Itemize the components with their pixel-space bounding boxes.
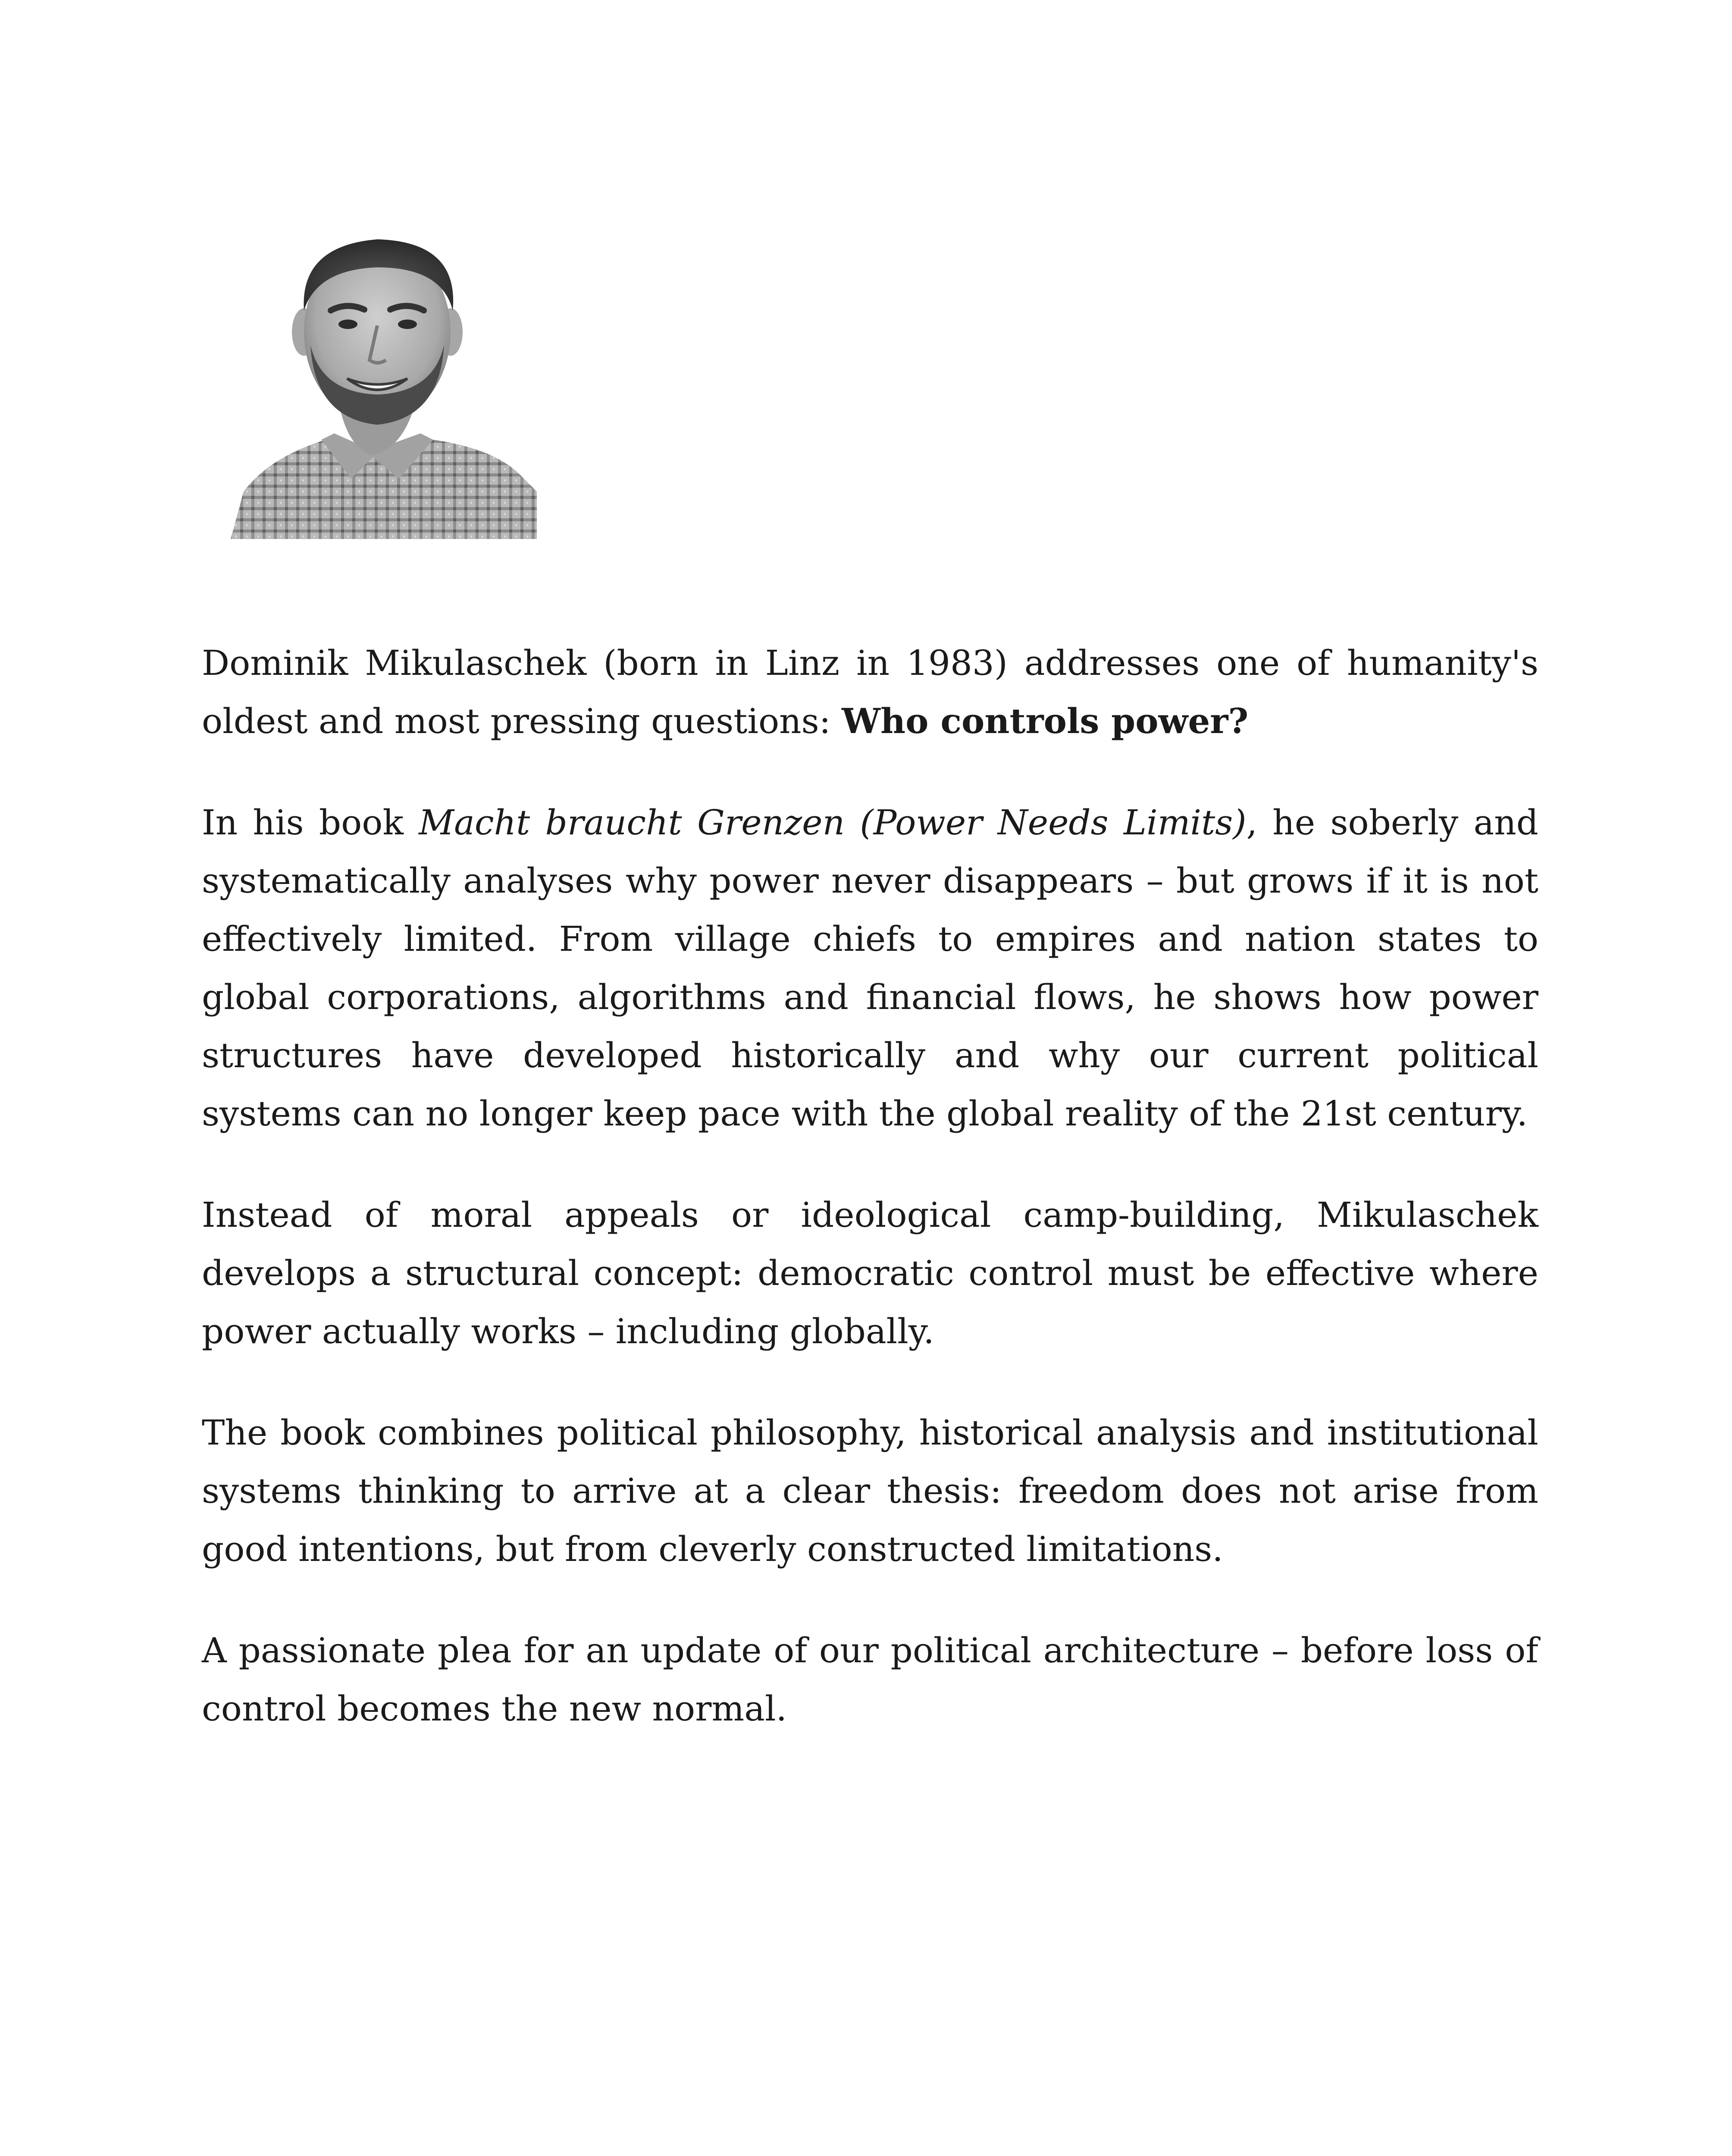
book-title: Macht braucht Grenzen (Power Needs Limits) xyxy=(419,802,1247,843)
author-bio xyxy=(202,634,1538,1738)
bio-paragraph-thesis: The book combines political philosophy, historical analysis and institutional systems thinking to arrive at a clear thesis: freedom does not arise from good intentions, but from cleverly constructed limitations. xyxy=(202,1413,1538,1569)
bio-paragraph-book: In his book Macht braucht Grenzen (Power Needs Limits), he soberly and systematically analyses why power never disappears – but grows if it is not effectively limited. From village chiefs to empires and nation states to global corporations, algorithms and financial flows, he shows how power structures have developed historically and why our current political systems can no longer keep pace with the global reality of the 21st century. xyxy=(202,802,1538,1134)
author-portrait xyxy=(218,216,537,539)
bio-paragraph-intro: Dominik Mikulaschek (born in Linz in 1983) addresses one of humanity's oldest and most pressing questions: Who controls power? xyxy=(202,643,1538,741)
bio-paragraph-concept: Instead of moral appeals or ideological camp-building, Mikulaschek develops a structural concept: democratic control must be effective where power actually works – including globally. xyxy=(202,1195,1538,1351)
key-question: Who controls power? xyxy=(842,701,1249,741)
bio-paragraph-plea: A passionate plea for an update of our political architecture – before loss of control becomes the new normal. xyxy=(202,1630,1538,1729)
